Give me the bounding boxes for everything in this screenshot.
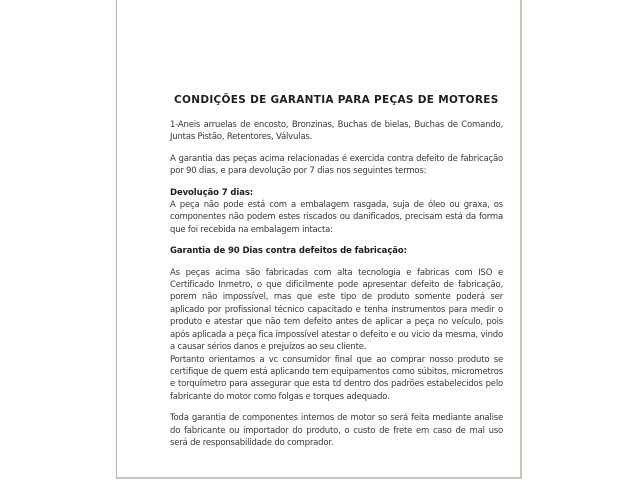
document-title: CONDIÇÕES DE GARANTIA PARA PEÇAS DE MOTORES (174, 94, 499, 106)
parts-list-paragraph: 1-Aneis arruelas de encosto, Bronzinas, Buchas de bielas, Buchas de Comando, Juntas Pistão, Retentores, Válvulas. (170, 120, 503, 143)
devolucao-body-paragraph: A peça não pode está com a embalagem rasgada, suja de óleo ou graxa, os componentes não podem estes riscados ou danificados, precisam está da forma que foi recebida na embalagem intacta: (170, 200, 503, 235)
closing-paragraph: Toda garantia de componentes internos de motor so será feita mediante analise do fabricante ou importador do produto, o custo de frete em caso de mal uso será de responsabilidade do comprador. (170, 413, 503, 448)
document-content (117, 0, 503, 449)
section-garantia-90-dias (170, 245, 503, 403)
section-devolucao (170, 187, 503, 237)
warranty-summary-paragraph: A garantia das peças acima relacionadas é exercida contra defeito de fabricação por 90 dias, e para devolução por 7 dias nos seguintes termos: (170, 153, 503, 177)
garantia-heading: Garantia de 90 Dias contra defeitos de fabricação: (170, 246, 407, 257)
devolucao-heading: Devolução 7 dias: (170, 187, 254, 198)
garantia-body-paragraph-2: Portanto orientamos a vc consumidor final que ao comprar nosso produto se certifique de quem está aplicando tem equipamentos como súbitos, micrometros e torquímetro para assegurar que esta td dentro dos padrões estabelecidos pelo fabricante do motor como folgas e torques adequado. (170, 354, 503, 402)
document-page (116, 0, 522, 479)
garantia-body-paragraph-1: As peças acima são fabricadas com alta tecnologia e fabricas com ISO e Certificado Inmetro, o que dificilmente pode apresentar defeito de fabricação, porem não impossível, mas que este tipo de produto somente poderá ser aplicado por profissional técnico capacitado e tenha instrumentos para medir o produto e atestar que não tem defeito antes de aplicar a peça no veículo, pois após aplicada a peça fica impossível atestar o defeito e ou vicio da mesma, vindo a causar sérios danos e prejuízos ao seu cliente. (170, 267, 503, 353)
